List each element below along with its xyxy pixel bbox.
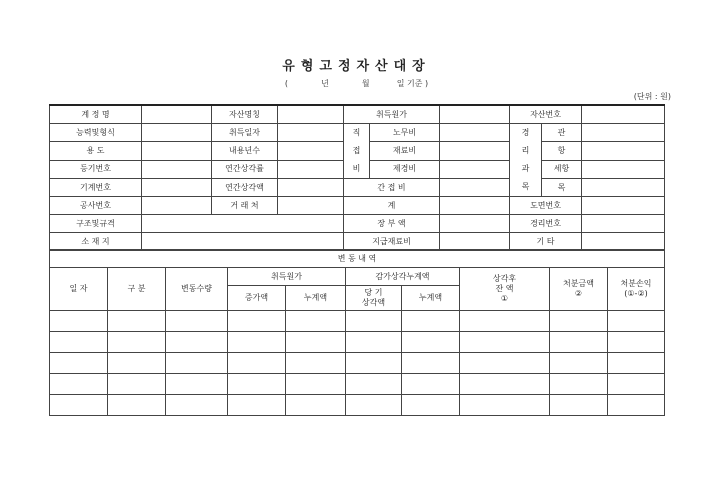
field-supplied-material-cost[interactable] bbox=[440, 233, 510, 251]
label-supplied-material-cost: 지급재료비 bbox=[344, 233, 440, 251]
label-asset-number: 자산번호 bbox=[510, 105, 582, 124]
label-direct-cost: 직 접 비 bbox=[344, 124, 370, 179]
header-acq-cumulative: 누계액 bbox=[286, 286, 346, 311]
label-machine-number: 기계번호 bbox=[50, 179, 142, 197]
table-row bbox=[50, 395, 665, 416]
label-vendor: 거 래 처 bbox=[212, 197, 278, 215]
label-account-name: 계 정 명 bbox=[50, 105, 142, 124]
field-registry-number[interactable] bbox=[142, 160, 212, 178]
label-indirect-cost: 간 접 비 bbox=[344, 179, 440, 197]
label-annual-dep-amount: 연간상각액 bbox=[212, 179, 278, 197]
label-useful-life: 내용년수 bbox=[212, 142, 278, 160]
field-capacity-type[interactable] bbox=[142, 124, 212, 142]
unit-label: (단위 : 원) bbox=[633, 92, 671, 101]
label-registry-number: 등기번호 bbox=[50, 160, 142, 178]
header-disposal-amount: 처분금액 ② bbox=[550, 268, 608, 311]
field-hang[interactable] bbox=[582, 142, 665, 160]
field-total[interactable] bbox=[440, 197, 510, 215]
label-location: 소 재 지 bbox=[50, 233, 142, 251]
field-etc[interactable] bbox=[582, 233, 665, 251]
cell[interactable] bbox=[460, 311, 550, 332]
field-useful-life[interactable] bbox=[278, 142, 344, 160]
change-history-title: 변 동 내 역 bbox=[50, 250, 665, 268]
field-construction-number[interactable] bbox=[142, 197, 212, 215]
field-acquisition-date[interactable] bbox=[278, 124, 344, 142]
cell[interactable] bbox=[228, 332, 286, 353]
label-hang: 항 bbox=[542, 142, 582, 160]
label-etc: 기 타 bbox=[510, 233, 582, 251]
header-dep-current: 당 기 상각액 bbox=[346, 286, 402, 311]
subtitle-month: 월 bbox=[361, 79, 370, 88]
field-location[interactable] bbox=[142, 233, 344, 251]
subtitle-open: ( bbox=[284, 79, 288, 88]
field-annual-dep-amount[interactable] bbox=[278, 179, 344, 197]
label-mok: 목 bbox=[542, 179, 582, 197]
cell[interactable] bbox=[286, 332, 346, 353]
field-acquisition-cost[interactable] bbox=[440, 105, 510, 124]
label-book-amount: 장 부 액 bbox=[344, 215, 440, 233]
field-annual-dep-rate[interactable] bbox=[278, 160, 344, 178]
cell[interactable] bbox=[228, 395, 286, 416]
label-sehang: 세항 bbox=[542, 160, 582, 178]
field-gwan[interactable] bbox=[582, 124, 665, 142]
cell[interactable] bbox=[108, 311, 166, 332]
cell[interactable] bbox=[286, 311, 346, 332]
header-acq-increase: 증가액 bbox=[228, 286, 286, 311]
label-accounting-subject: 경 리 과 목 bbox=[510, 124, 542, 197]
cell[interactable] bbox=[550, 311, 608, 332]
table-row bbox=[50, 332, 665, 353]
cell[interactable] bbox=[460, 353, 550, 374]
cell[interactable] bbox=[108, 395, 166, 416]
cell[interactable] bbox=[108, 374, 166, 395]
label-labor-cost: 노무비 bbox=[370, 124, 440, 142]
cell[interactable] bbox=[550, 353, 608, 374]
cell[interactable] bbox=[460, 395, 550, 416]
cell[interactable] bbox=[286, 353, 346, 374]
header-accumulated-depreciation: 감가상각누계액 bbox=[346, 268, 460, 286]
label-purpose: 용 도 bbox=[50, 142, 142, 160]
cell[interactable] bbox=[608, 311, 665, 332]
header-dep-cumulative: 누계액 bbox=[402, 286, 460, 311]
header-disposal-gain-loss: 처분손익 (①-②) bbox=[608, 268, 665, 311]
cell[interactable] bbox=[108, 332, 166, 353]
table-row bbox=[50, 353, 665, 374]
cell[interactable] bbox=[550, 374, 608, 395]
cell[interactable] bbox=[286, 374, 346, 395]
cell[interactable] bbox=[402, 353, 460, 374]
label-acquisition-date: 취득일자 bbox=[212, 124, 278, 142]
label-acquisition-cost: 취득원가 bbox=[344, 105, 440, 124]
cell[interactable] bbox=[166, 395, 228, 416]
cell[interactable] bbox=[108, 353, 166, 374]
reference-date-line bbox=[0, 78, 713, 89]
field-account-name[interactable] bbox=[142, 105, 212, 124]
field-indirect-cost[interactable] bbox=[440, 179, 510, 197]
label-accounting-number: 경리번호 bbox=[510, 215, 582, 233]
cell[interactable] bbox=[608, 395, 665, 416]
field-labor-cost[interactable] bbox=[440, 124, 510, 142]
cell[interactable] bbox=[228, 374, 286, 395]
header-date: 일 자 bbox=[50, 268, 108, 311]
cell[interactable] bbox=[460, 332, 550, 353]
field-structure-spec[interactable] bbox=[142, 215, 344, 233]
label-gwan: 관 bbox=[542, 124, 582, 142]
field-sehang[interactable] bbox=[582, 160, 665, 178]
label-overhead: 제경비 bbox=[370, 160, 440, 178]
label-construction-number: 공사번호 bbox=[50, 197, 142, 215]
cell[interactable] bbox=[550, 395, 608, 416]
field-overhead[interactable] bbox=[440, 160, 510, 178]
cell[interactable] bbox=[346, 374, 402, 395]
cell[interactable] bbox=[50, 311, 108, 332]
field-machine-number[interactable] bbox=[142, 179, 212, 197]
cell[interactable] bbox=[402, 311, 460, 332]
subtitle-year: 년 bbox=[321, 79, 329, 88]
cell[interactable] bbox=[228, 353, 286, 374]
table-row bbox=[50, 374, 665, 395]
cell[interactable] bbox=[166, 311, 228, 332]
cell[interactable] bbox=[550, 332, 608, 353]
change-history-table bbox=[49, 249, 665, 416]
cell[interactable] bbox=[608, 374, 665, 395]
form-title: 유형고정자산대장 bbox=[282, 59, 431, 74]
label-material-cost: 재료비 bbox=[370, 142, 440, 160]
field-purpose[interactable] bbox=[142, 142, 212, 160]
field-drawing-number[interactable] bbox=[582, 197, 665, 215]
table-row bbox=[50, 311, 665, 332]
subtitle-day: 일 기준 ) bbox=[396, 79, 429, 88]
label-total: 계 bbox=[344, 197, 440, 215]
label-asset-name: 자산명칭 bbox=[212, 105, 278, 124]
cell[interactable] bbox=[50, 353, 108, 374]
cell[interactable] bbox=[228, 311, 286, 332]
cell[interactable] bbox=[460, 374, 550, 395]
cell[interactable] bbox=[166, 374, 228, 395]
cell[interactable] bbox=[402, 395, 460, 416]
cell[interactable] bbox=[166, 332, 228, 353]
cell[interactable] bbox=[608, 332, 665, 353]
cell[interactable] bbox=[402, 374, 460, 395]
label-drawing-number: 도면번호 bbox=[510, 197, 582, 215]
cell[interactable] bbox=[50, 395, 108, 416]
label-annual-dep-rate: 연간상각률 bbox=[212, 160, 278, 178]
asset-info-table bbox=[49, 104, 665, 251]
field-accounting-number[interactable] bbox=[582, 215, 665, 233]
cell[interactable] bbox=[346, 395, 402, 416]
field-asset-name[interactable] bbox=[278, 105, 344, 124]
header-type: 구 분 bbox=[108, 268, 166, 311]
cell[interactable] bbox=[346, 332, 402, 353]
field-material-cost[interactable] bbox=[440, 142, 510, 160]
cell[interactable] bbox=[402, 332, 460, 353]
field-mok[interactable] bbox=[582, 179, 665, 197]
label-structure-spec: 구조및규격 bbox=[50, 215, 142, 233]
field-vendor[interactable] bbox=[278, 197, 344, 215]
label-capacity-type: 능력및형식 bbox=[50, 124, 142, 142]
header-acquisition-cost: 취득원가 bbox=[228, 268, 346, 286]
header-book-value: 상각후 잔 액 ① bbox=[460, 268, 550, 311]
field-book-amount[interactable] bbox=[440, 215, 510, 233]
cell[interactable] bbox=[346, 353, 402, 374]
cell[interactable] bbox=[50, 374, 108, 395]
cell[interactable] bbox=[50, 332, 108, 353]
field-asset-number[interactable] bbox=[582, 105, 665, 124]
cell[interactable] bbox=[608, 353, 665, 374]
cell[interactable] bbox=[346, 311, 402, 332]
cell[interactable] bbox=[166, 353, 228, 374]
cell[interactable] bbox=[286, 395, 346, 416]
header-change-qty: 변동수량 bbox=[166, 268, 228, 311]
